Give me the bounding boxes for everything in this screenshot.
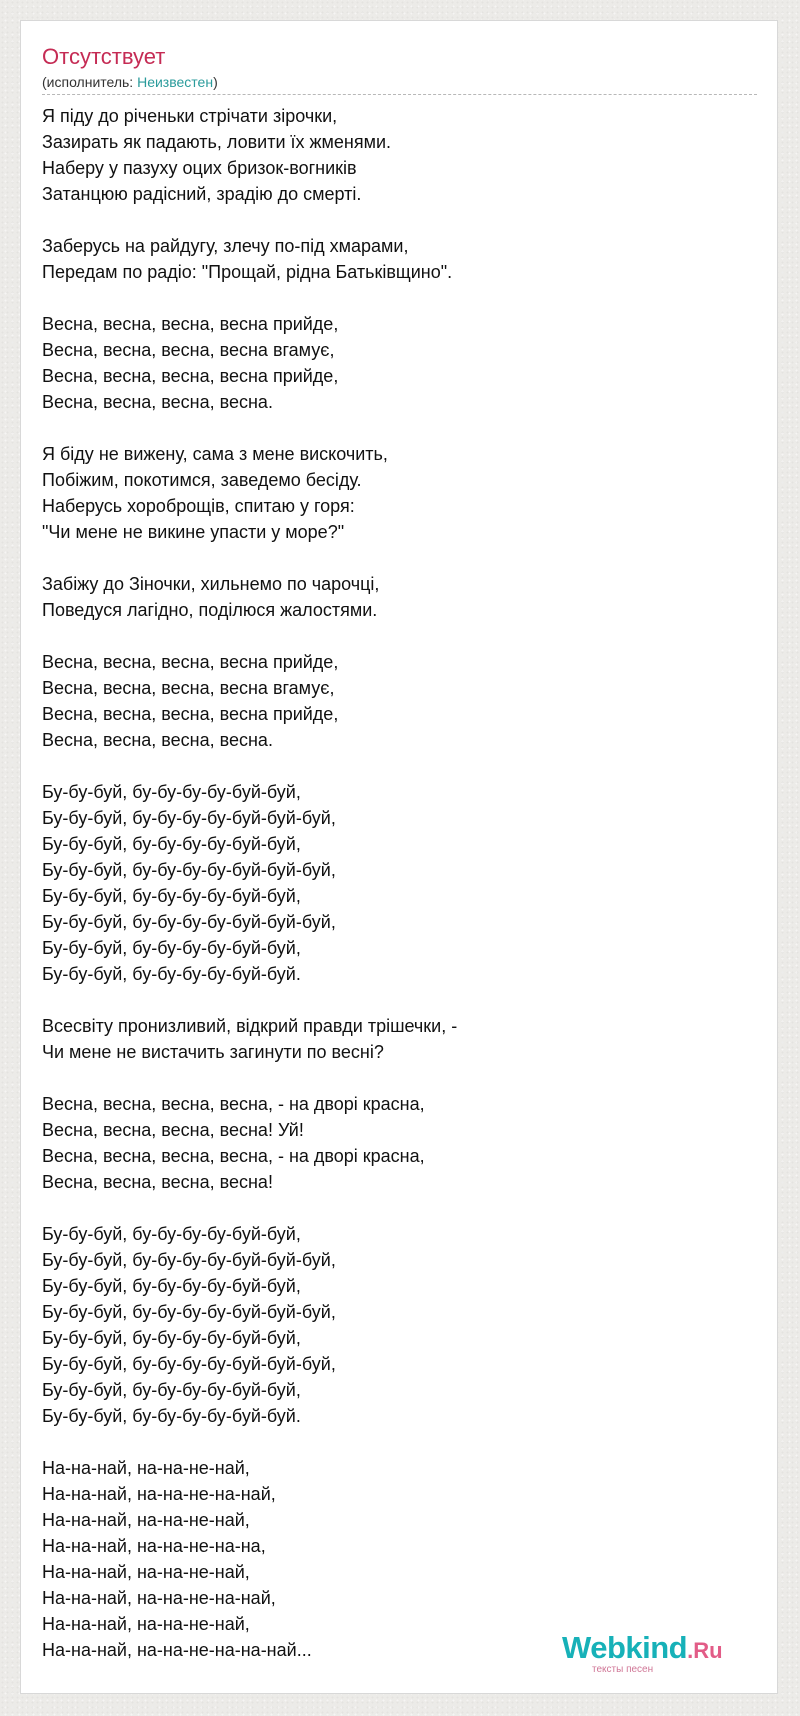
lyrics-line: На-на-най, на-на-не-най,	[42, 1510, 250, 1530]
lyrics-line: Зазирать як падають, ловити їх жменями.	[42, 132, 392, 152]
lyrics-stanza	[42, 1221, 742, 1429]
lyrics-line: На-на-най, на-на-не-на-най,	[42, 1588, 276, 1608]
lyrics-line: Бу-бу-буй, бу-бу-бу-бу-буй-буй-буй,	[42, 912, 336, 932]
logo-suffix-text: .Ru	[687, 1638, 723, 1663]
lyrics-line: Весна, весна, весна, весна.	[42, 730, 273, 750]
lyrics-line: На-на-най, на-на-не-най,	[42, 1562, 250, 1582]
lyrics-line: Наберу у пазуху оцих бризок-вогників	[42, 158, 357, 178]
lyrics-line: Бу-бу-буй, бу-бу-бу-бу-буй-буй,	[42, 782, 301, 802]
lyrics-line: Бу-бу-буй, бу-бу-бу-бу-буй-буй-буй,	[42, 860, 336, 880]
lyrics-line: Бу-бу-буй, бу-бу-бу-бу-буй-буй-буй,	[42, 1302, 336, 1322]
artist-link[interactable]: Неизвестен	[137, 74, 214, 90]
lyrics-stanza	[42, 233, 742, 285]
lyrics-line: Весна, весна, весна, весна!	[42, 1172, 273, 1192]
lyrics-line: Бу-бу-буй, бу-бу-бу-бу-буй-буй,	[42, 1380, 301, 1400]
lyrics-line: Весна, весна, весна, весна прийде,	[42, 704, 339, 724]
lyrics-line: Весна, весна, весна, весна прийде,	[42, 652, 339, 672]
lyrics-line: На-на-най, на-на-не-на-на-най...	[42, 1640, 312, 1660]
lyrics-text	[42, 103, 742, 1689]
lyrics-stanza	[42, 441, 742, 545]
lyrics-stanza	[42, 779, 742, 987]
lyrics-line: Бу-бу-буй, бу-бу-бу-бу-буй-буй,	[42, 1276, 301, 1296]
lyrics-line: Весна, весна, весна, весна! Уй!	[42, 1120, 304, 1140]
song-title: Отсутствует	[42, 44, 166, 69]
lyrics-line: Бу-бу-буй, бу-бу-бу-бу-буй-буй.	[42, 964, 301, 984]
lyrics-line: Бу-бу-буй, бу-бу-бу-бу-буй-буй-буй,	[42, 1354, 336, 1374]
lyrics-line: Забіжу до Зіночки, хильнемо по чарочці,	[42, 574, 380, 594]
lyrics-stanza	[42, 1091, 742, 1195]
lyrics-line: Бу-бу-буй, бу-бу-бу-бу-буй-буй-буй,	[42, 1250, 336, 1270]
lyrics-line: На-на-най, на-на-не-най,	[42, 1458, 250, 1478]
lyrics-line: На-на-най, на-на-не-най,	[42, 1614, 250, 1634]
lyrics-line: Бу-бу-буй, бу-бу-бу-бу-буй-буй,	[42, 938, 301, 958]
artist-suffix: )	[213, 74, 218, 90]
lyrics-line: Бу-бу-буй, бу-бу-бу-бу-буй-буй,	[42, 886, 301, 906]
lyrics-stanza	[42, 571, 742, 623]
lyrics-line: Затанцюю радісний, зрадію до смерті.	[42, 184, 362, 204]
lyrics-card	[20, 20, 778, 1694]
lyrics-stanza	[42, 103, 742, 207]
lyrics-line: Бу-бу-буй, бу-бу-бу-бу-буй-буй-буй,	[42, 808, 336, 828]
lyrics-line: Заберусь на райдугу, злечу по-під хмарами,	[42, 236, 409, 256]
lyrics-line: На-на-най, на-на-не-на-най,	[42, 1484, 276, 1504]
lyrics-line: Весна, весна, весна, весна вгамує,	[42, 678, 335, 698]
webkind-logo[interactable]	[562, 1632, 723, 1663]
lyrics-line: Весна, весна, весна, весна прийде,	[42, 314, 339, 334]
artist-line	[42, 73, 218, 91]
lyrics-line: Наберусь хороброщів, спитаю у горя:	[42, 496, 355, 516]
lyrics-line: Побіжим, покотимся, заведемо бесіду.	[42, 470, 362, 490]
lyrics-line: Весна, весна, весна, весна.	[42, 392, 273, 412]
lyrics-line: Я біду не вижену, сама з мене вискочить,	[42, 444, 388, 464]
lyrics-line: Весна, весна, весна, весна прийде,	[42, 366, 339, 386]
lyrics-line: Весна, весна, весна, весна, - на дворі красна,	[42, 1094, 425, 1114]
lyrics-stanza	[42, 311, 742, 415]
lyrics-line: Бу-бу-буй, бу-бу-бу-бу-буй-буй,	[42, 1224, 301, 1244]
lyrics-line: Передам по радіо: "Прощай, рідна Батьківщино".	[42, 262, 453, 282]
lyrics-line: Чи мене не вистачить загинути по весні?	[42, 1042, 384, 1062]
lyrics-line: Бу-бу-буй, бу-бу-бу-бу-буй-буй.	[42, 1406, 301, 1426]
logo-tagline: тексты песен	[592, 1664, 654, 1675]
lyrics-line: Бу-бу-буй, бу-бу-бу-бу-буй-буй,	[42, 1328, 301, 1348]
lyrics-line: Я піду до річеньки стрічати зірочки,	[42, 106, 338, 126]
lyrics-line: "Чи мене не викине упасти у море?"	[42, 522, 345, 542]
logo-main-text: Webkind	[562, 1630, 688, 1665]
lyrics-line: Поведуся лагідно, поділюся жалостями.	[42, 600, 378, 620]
artist-prefix: (исполнитель:	[42, 74, 138, 90]
lyrics-line: Весна, весна, весна, весна, - на дворі красна,	[42, 1146, 425, 1166]
lyrics-stanza	[42, 1013, 742, 1065]
lyrics-line: Бу-бу-буй, бу-бу-бу-бу-буй-буй,	[42, 834, 301, 854]
lyrics-line: На-на-най, на-на-не-на-на,	[42, 1536, 266, 1556]
lyrics-stanza	[42, 649, 742, 753]
title-divider	[42, 94, 757, 95]
lyrics-line: Всесвіту пронизливий, відкрий правди трішечки, -	[42, 1016, 458, 1036]
lyrics-line: Весна, весна, весна, весна вгамує,	[42, 340, 335, 360]
